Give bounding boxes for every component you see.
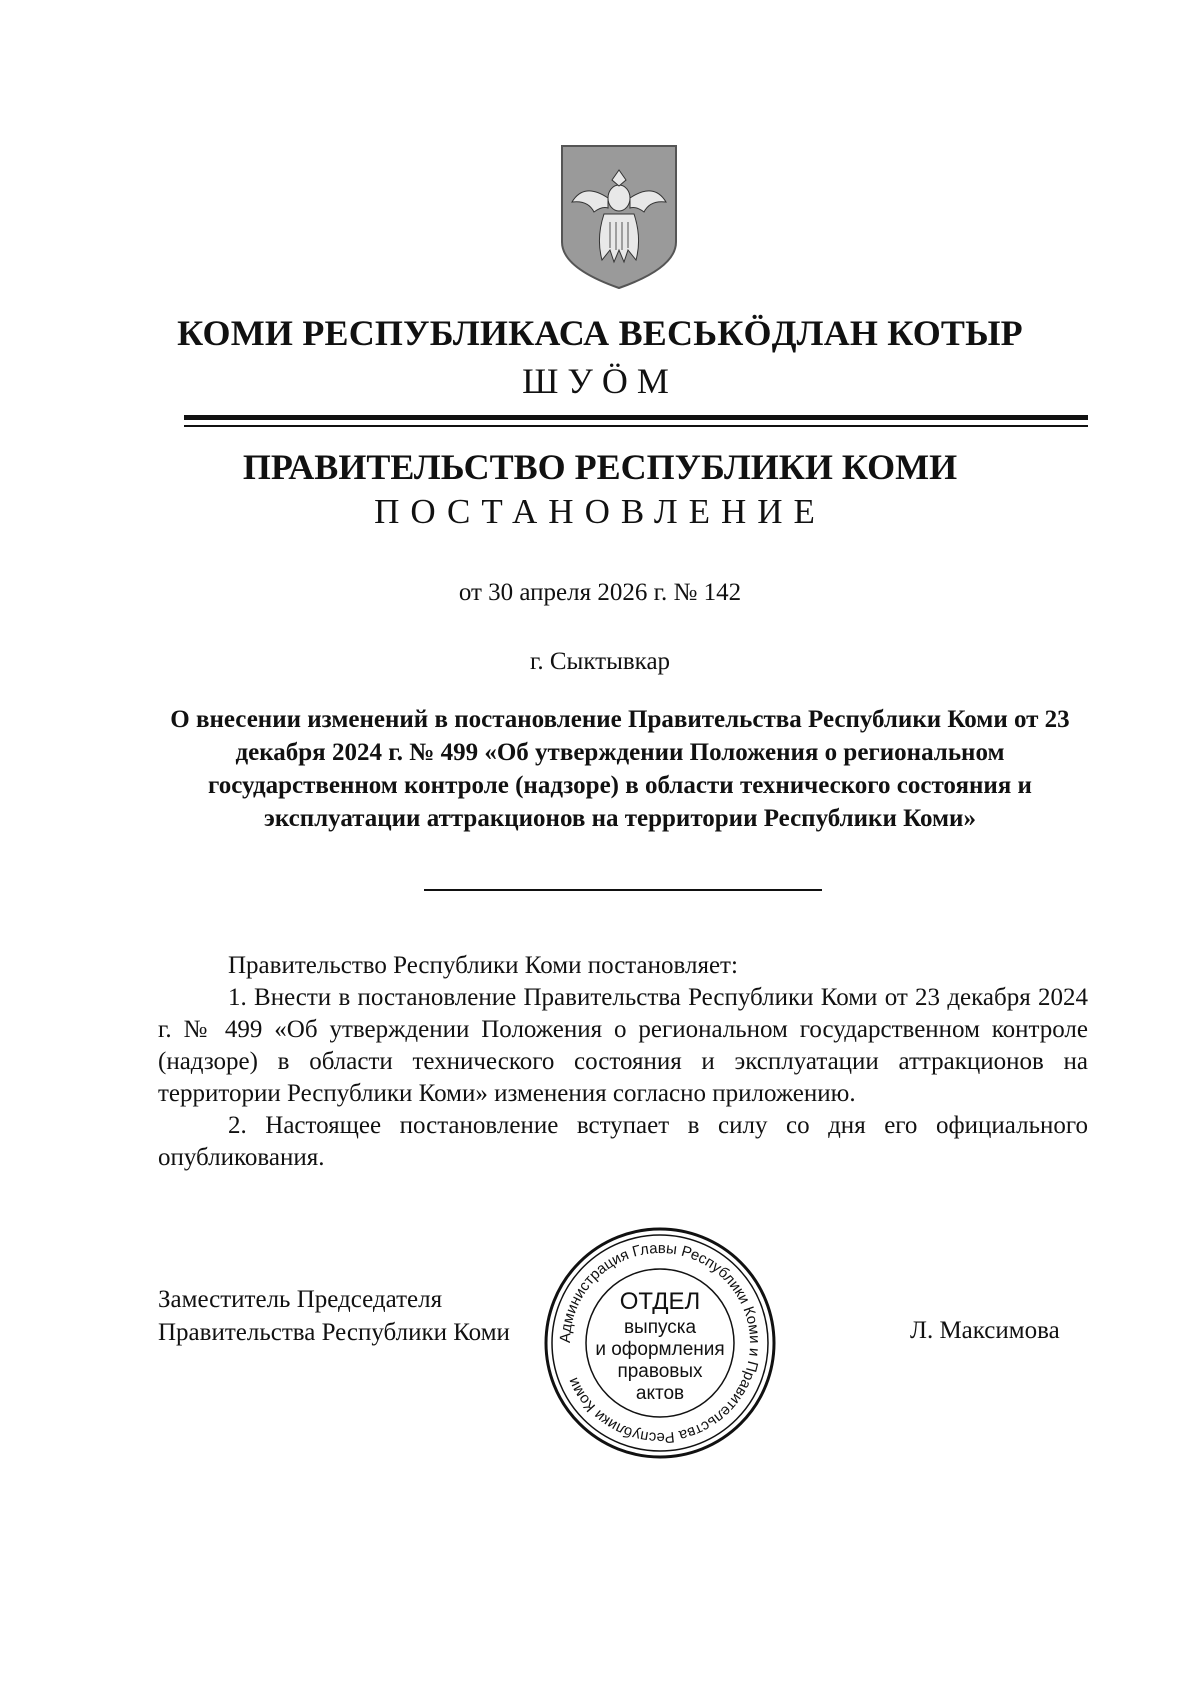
- coat-of-arms-emblem: [558, 142, 680, 290]
- signatory-position: [158, 1283, 510, 1349]
- signatory-position-line-2: Правительства Республики Коми: [158, 1319, 510, 1346]
- document-date-number: от 30 апреля 2026 г. № 142: [458, 579, 742, 606]
- body-intro: Правительство Республики Коми постановляет:: [228, 952, 738, 979]
- document-city: г. Сыктывкар: [529, 648, 671, 675]
- body-item-1: 1. Внести в постановление Правительства Республики Коми от 23 декабря 2024 г. № 499 «Об утверждении Положения о региональном государственном контроле (надзоре) в области технического состояния и эксплуатации аттракционов на территории Республики Коми» изменения согласно приложению.: [158, 984, 1088, 1107]
- header-divider-thin: [184, 425, 1088, 427]
- heading-separator: [424, 889, 822, 891]
- stamp-center-line-3: и оформления: [595, 1339, 725, 1360]
- stamp-center-line-4: правовых: [617, 1361, 703, 1382]
- body-item-2: 2. Настоящее постановление вступает в силу со дня его официального опубликования.: [158, 1112, 1088, 1171]
- document-type: ПОСТАНОВЛЕНИЕ: [374, 492, 826, 531]
- signatory-position-line-1: Заместитель Председателя: [158, 1286, 443, 1313]
- document-heading: О внесении изменений в постановление Правительства Республики Коми от 23 декабря 2024 г. № 499 «Об утверждении Положения о региональном государственном контроле (надзоре) в области технического состояния и эксплуатации аттракционов на территории Республики Коми»: [170, 706, 1070, 832]
- stamp-center-line-2: выпуска: [623, 1317, 697, 1338]
- official-stamp: [542, 1225, 778, 1461]
- stamp-center-line-5: актов: [635, 1383, 685, 1404]
- government-title: ПРАВИТЕЛЬСТВО РЕСПУБЛИКИ КОМИ: [242, 447, 958, 487]
- komi-government-title: КОМИ РЕСПУБЛИКАСА ВЕСЬКӦДЛАН КОТЫР: [177, 313, 1023, 353]
- komi-document-type: ШУӦМ: [522, 361, 678, 401]
- header-divider-thick: [184, 415, 1088, 420]
- stamp-center-line-1: ОТДЕЛ: [619, 1288, 701, 1315]
- document-body: [158, 950, 1088, 1174]
- stamp-ring-text: Администрация Главы Республики Коми и Правительства Республики Коми: [556, 1239, 764, 1447]
- signatory-name: Л. Максимова: [910, 1317, 1060, 1344]
